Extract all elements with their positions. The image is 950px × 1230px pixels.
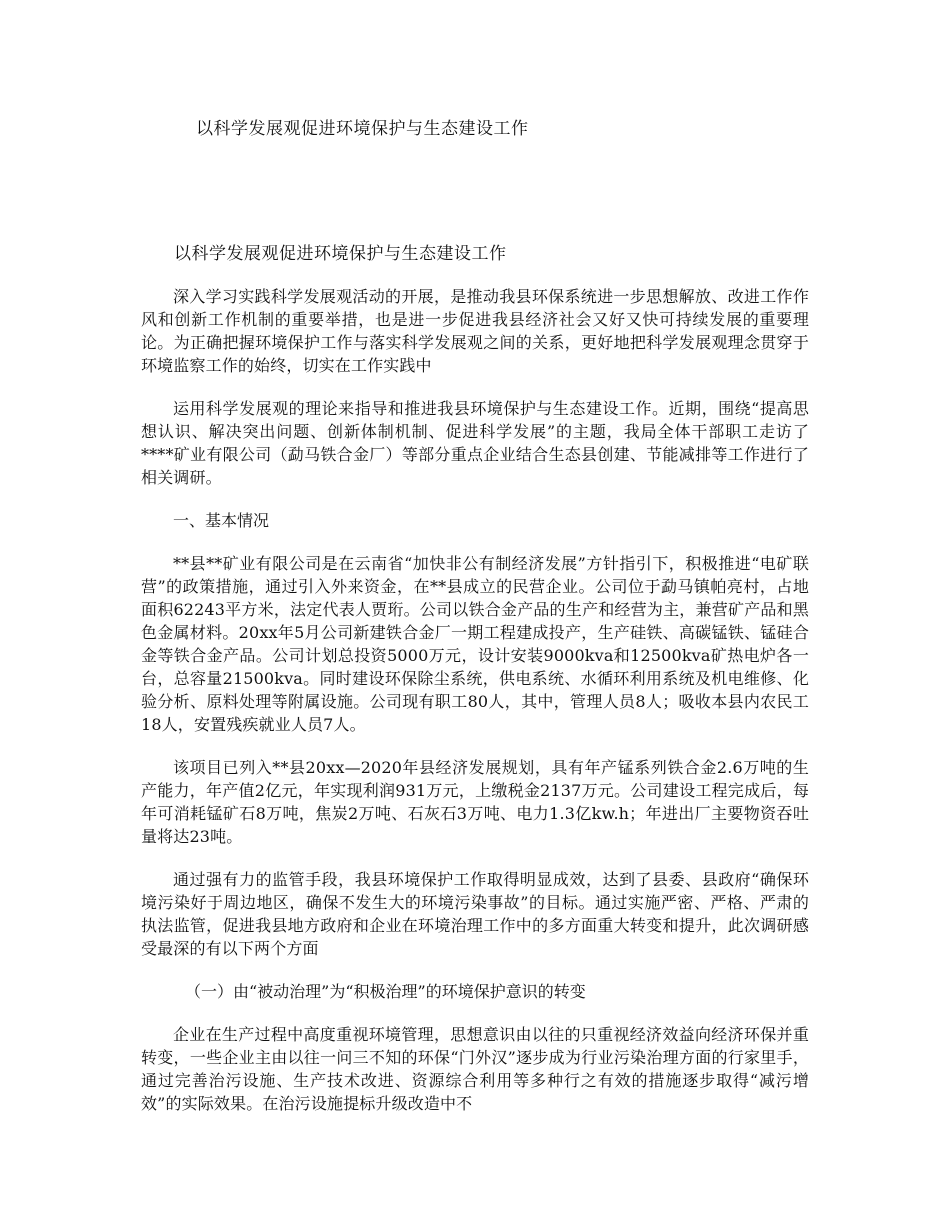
paragraph-enterprise-management: 企业在生产过程中高度重视环境管理，思想意识由以往的只重视经济效益向经济环保并重转变，一些企业主由以往一问三不知的环保“门外汉”逐步成为行业污染治理方面的行家里手，通过完善治污设施、生产技术改进、资源综合利用等多种行之有效的措施逐步取得“减污增效”的实际效果。在治污设施提标升级改造中不 bbox=[141, 1025, 809, 1113]
subsection-heading-awareness-shift: （一）由“被动治理”为“积极治理”的环境保护意识的转变 bbox=[185, 982, 586, 1001]
paragraph-supervision-results: 通过强有力的监管手段，我县环境保护工作取得明显成效，达到了县委、县政府“确保环境污染好于周边地区，确保不发生大的环境污染事故”的目标。通过实施严密、严格、严肃的执法监管，促进我县地方政府和企业在环境治理工作中的多方面重大转变和提升，此次调研感受最深的有以下两个方面 bbox=[141, 870, 809, 958]
paragraph-intro: 深入学习实践科学发展观活动的开展，是推动我县环保系统进一步思想解放、改进工作作风和创新工作机制的重要举措，也是进一步促进我县经济社会又好又快可持续发展的重要理论。为正确把握环境保护工作与落实科学发展观之间的关系，更好地把科学发展观理念贯穿于环境监察工作的始终，切实在工作实践中 bbox=[141, 287, 809, 375]
document-title: 以科学发展观促进环境保护与生态建设工作 bbox=[174, 244, 507, 264]
paragraph-company-profile: **县**矿业有限公司是在云南省“加快非公有制经济发展”方针指引下，积极推进“电矿联营”的政策措施，通过引入外来资金，在**县成立的民营企业。公司位于勐马镇帕亮村，占地面积62243平方米，法定代表人贾珩。公司以铁合金产品的生产和经营为主，兼营矿产品和黑色金属材料。20xx年5月公司新建铁合金厂一期工程建成投产，生产硅铁、高碳锰铁、锰硅合金等铁合金产品。公司计划总投资5000万元，设计安装9000kva和12500kva矿热电炉各一台，总容量21500kva。同时建设环保除尘系统，供电系统、水循环利用系统及机电维修、化验分析、原料处理等附属设施。公司现有职工80人，其中，管理人员8人；吸收本县内农民工18人，安置残疾就业人员7人。 bbox=[141, 554, 809, 734]
paragraph-project-capacity: 该项目已列入**县20xx—2020年县经济发展规划，具有年产锰系列铁合金2.6万吨的生产能力，年产值2亿元，年实现利润931万元，上缴税金2137万元。公司建设工程完成后，每年可消耗锰矿石8万吨，焦炭2万吨、石灰石3万吨、电力1.3亿kw.h；年进出厂主要物资吞吐量将达23吨。 bbox=[141, 758, 809, 846]
document-body bbox=[141, 285, 809, 1135]
document-header-title: 以科学发展观促进环境保护与生态建设工作 bbox=[196, 119, 529, 139]
paragraph-research: 运用科学发展观的理论来指导和推进我县环境保护与生态建设工作。近期，围绕“提高思想认识、解决突出问题、创新体制机制、促进科学发展”的主题，我局全体干部职工走访了****矿业有限公司（勐马铁合金厂）等部分重点企业结合生态县创建、节能减排等工作进行了相关调研。 bbox=[141, 399, 809, 487]
section-heading-basic-situation: 一、基本情况 bbox=[173, 511, 270, 530]
